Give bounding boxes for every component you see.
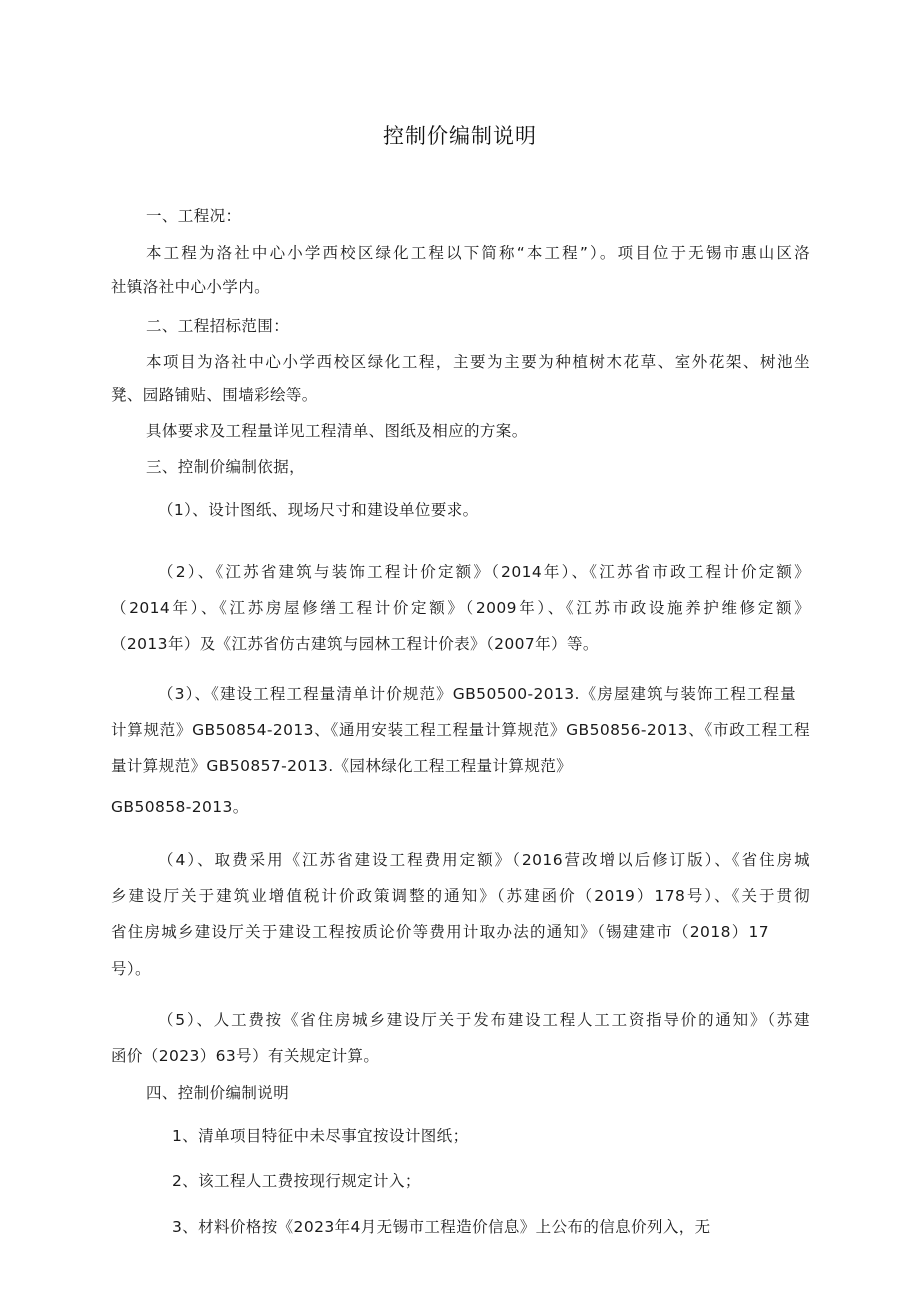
list-item: （1）、设计图纸、现场尺寸和建设单位要求。 xyxy=(158,501,479,519)
section-heading-basis: 三、控制价编制依据， xyxy=(146,458,306,476)
list-item: （3）、《建设工程工程量清单计价规范》GB50500-2013.《房屋建筑与装饰工程工程量 xyxy=(158,685,796,703)
list-item: 1、清单项目特征中未尽事宜按设计图纸； xyxy=(172,1127,469,1145)
paragraph-line: 社镇洛社中心小学内。 xyxy=(111,278,271,296)
list-item-continuation: 乡建设厅关于建筑业增值税计价政策调整的通知》（苏建函价（2019）178号）、《关于贯彻 xyxy=(111,887,810,905)
list-item-continuation: 号）。 xyxy=(111,960,151,978)
paragraph-line: 本项目为洛社中心小学西校区绿化工程，主要为主要为种植树木花草、室外花架、树池坐 xyxy=(146,353,810,371)
list-item-continuation: （2014年）、《江苏房屋修缮工程计价定额》（2009年）、《江苏市政设施养护维修定额》 xyxy=(111,599,810,617)
list-item-continuation: 省住房城乡建设厅关于建设工程按质论价等费用计取办法的通知》（锡建建市（2018）17 xyxy=(111,923,769,941)
list-item: （5）、人工费按《省住房城乡建设厅关于发布建设工程人工工资指导价的通知》（苏建 xyxy=(158,1011,810,1029)
list-item-continuation: 量计算规范》GB50857-2013.《园林绿化工程工程量计算规范》 xyxy=(111,757,573,775)
paragraph-line: 凳、园路铺贴、围墙彩绘等。 xyxy=(111,386,318,404)
paragraph-line: 本工程为洛社中心小学西校区绿化工程以下简称“本工程”）。项目位于无锡市惠山区洛 xyxy=(146,244,810,262)
section-heading-scope: 二、工程招标范围： xyxy=(146,317,290,335)
list-item-continuation: （2013年）及《江苏省仿古建筑与园林工程计价表》（2007年）等。 xyxy=(111,635,599,653)
list-item-continuation: 计算规范》GB50854-2013、《通用安装工程工程量计算规范》GB50856-2013、《市政工程工程 xyxy=(111,721,810,739)
section-heading-overview: 一、工程况： xyxy=(146,207,242,225)
paragraph-line: 具体要求及工程量详见工程清单、图纸及相应的方案。 xyxy=(146,422,528,440)
document-title: 控制价编制说明 xyxy=(383,124,537,148)
list-item: 2、该工程人工费按现行规定计入； xyxy=(172,1172,421,1190)
list-item: （2）、《江苏省建筑与装饰工程计价定额》（2014年）、《江苏省市政工程计价定额》 xyxy=(158,563,810,581)
list-item: （4）、取费采用《江苏省建设工程费用定额》（2016营改增以后修订版）、《省住房城 xyxy=(158,851,810,869)
list-item-continuation: GB50858-2013。 xyxy=(111,798,249,816)
list-item: 3、材料价格按《2023年4月无锡市工程造价信息》上公布的信息价列入，无 xyxy=(172,1218,711,1236)
list-item-continuation: 函价（2023）63号）有关规定计算。 xyxy=(111,1047,380,1065)
section-heading-notes: 四、控制价编制说明 xyxy=(146,1084,290,1102)
